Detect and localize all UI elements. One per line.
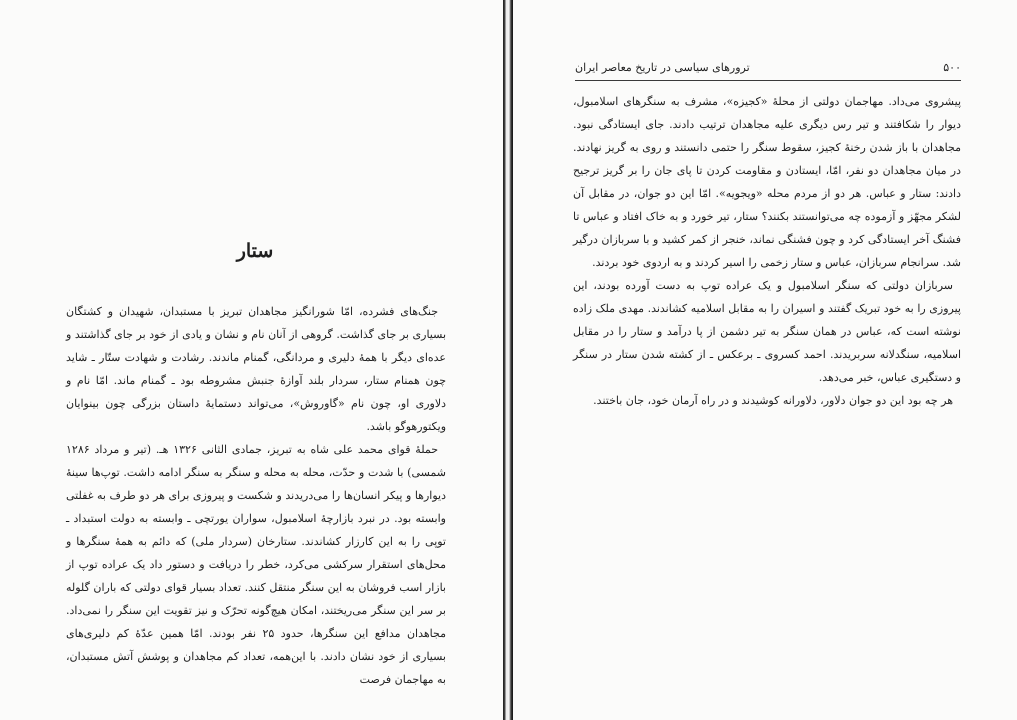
left-page [0, 0, 503, 720]
right-page [513, 0, 1017, 720]
running-title: ترورهای سیاسی در تاریخ معاصر ایران [575, 61, 750, 74]
page-number: ۵۰۰ [943, 61, 961, 74]
paragraph: سربازان دولتی که سنگر اسلامبول و یک عراده توپ به دست آورده بودند، این پیروزی را به خود تبریک گفتند و اسیران را به مقابل اسلامیه کشاندند. مهدی ملک زاده نوشته است که، عباس در همان سنگر به تیر دشمن از پا درآمد و ستار را در مقابل اسلامیه، سنگدلانه سربریدند. احمد کسروی ـ برعکس ـ از کشته شدن ستار در سنگر و دستگیری عباس، خبر می‌دهد. [573, 279, 961, 384]
paragraph: هر چه بود این دو جوان دلاور، دلاورانه کوشیدند و در راه آرمان خود، جان باختند. [593, 394, 953, 407]
paragraph: جنگ‌های فشرده، امّا شورانگیز مجاهدان تبریز با مستبدان، شهیدان و کشتگان بسیاری بر جای گذاشت. گروهی از آنان نام و نشان و یادی از خود بر جای گذاشتند و عده‌ای دیگر با همهٔ دلیری و مردانگی، گمنام ماندند. رشادت و شهادت ستّار ـ شاید چون همنام ستار، سردار بلند آوازهٔ جنبش مشروطه بود ـ گمنام ماند. امّا نام و دلاوری او، چون نام «گاوروش»، می‌تواند دستمایهٔ داستان بزرگی چون بینوایان ویکتورهوگو باشد. [66, 305, 446, 433]
chapter-title: ستار [236, 240, 274, 262]
paragraph: پیشروی می‌داد. مهاجمان دولتی از محلهٔ «کجیزه»، مشرف به سنگرهای اسلامبول، دیوار را شکافتند و تیر رس دیگری علیه مجاهدان ترتیب دادند. جای ایستادگی نبود. مجاهدان با باز شدن رخنهٔ کجیز، سقوط سنگر را حتمی دانستند و روی به گریز نهادند. در میان مجاهدان دو نفر، امّا، ایستادن و مقاومت کردن تا پای جان را بر گریز ترجیح دادند: ستار و عباس. هر دو از مردم محله «ویجویه». امّا این دو جوان، در مقابل آن لشکر مجهّز و آزموده چه می‌توانستند بکنند؟ ستار، تیر خورد و به خاک افتاد و عباس تا فشنگ آخر ایستادگی کرد و چون فشنگی نماند، خنجر از کمر کشید و با سربازان درگیر شد. سرانجام سربازان، عباس و ستار زخمی را اسیر کردند و به اردوی خود بردند. [573, 95, 961, 269]
page-header [575, 60, 961, 81]
book-gutter [503, 0, 513, 720]
left-page-body [66, 300, 446, 691]
paragraph: حملهٔ قوای محمد علی شاه به تبریز، جمادی الثانی ۱۳۲۶ هـ. (تیر و مرداد ۱۲۸۶ شمسی) با شدت و حدّت، محله به محله و سنگر به سنگر ادامه داشت. توپ‌ها سینهٔ دیوارها و پیکر انسان‌ها را می‌دریدند و شکست و پیروزی برای هر دو طرف به غفلتی وابسته بود. در نبرد بازارچهٔ اسلامبول، سواران یورتچی ـ وابسته به دولت استبداد ـ توپی را به این کارزار کشاندند. ستارخان (سردار ملی) که دائم به همهٔ سنگرها و محل‌های استقرار سرکشی می‌کرد، خطر را دریافت و دستور داد یک عراده توپ از بازار اسب فروشان به این سنگر منتقل کنند. تعداد بسیار قوای دولتی که باران گلوله بر سر این سنگر می‌ریختند، امکان هیچ‌گونه تحرّک و نیز تقویت این سنگر را نمی‌داد. مجاهدان مدافع این سنگرها، حدود ۲۵ نفر بودند. امّا همین عدّهٔ کم دلیری‌های بسیاری از خود نشان دادند. با این‌همه، تعداد کم مجاهدان و پوشش آتش مستبدان، به مهاجمان فرصت [66, 443, 447, 686]
right-page-body [573, 90, 961, 412]
